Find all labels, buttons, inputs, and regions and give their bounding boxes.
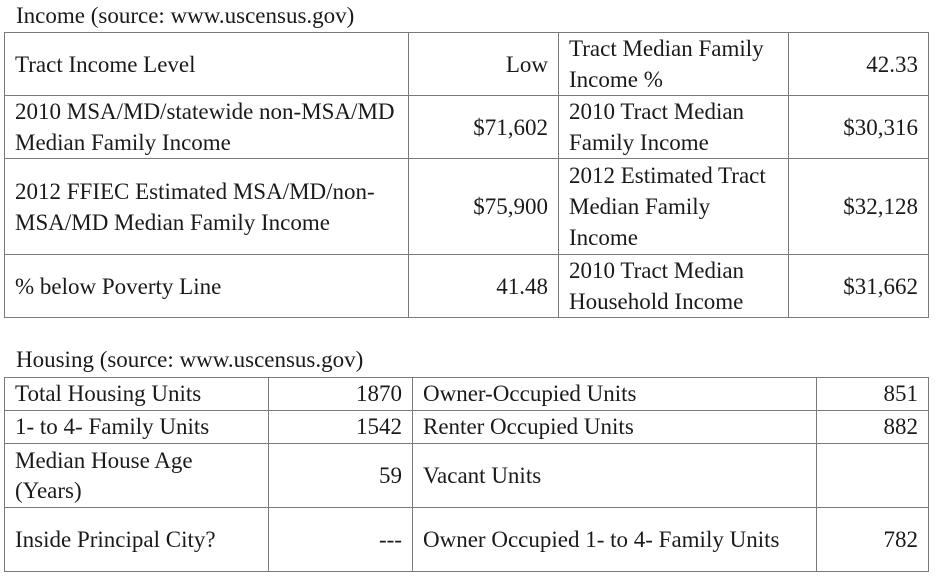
income-label-cell: 2010 Tract Median Household Income [559,255,789,318]
income-value-cell: $30,316 [789,96,929,159]
housing-label-cell: 1- to 4- Family Units [5,411,269,444]
income-value-cell: $31,662 [789,255,929,318]
income-table-caption: Income (source: www.uscensus.gov) [16,3,355,28]
income-value-cell: 41.48 [409,255,559,318]
housing-label-cell: Vacant Units [413,444,817,508]
housing-label-cell: Owner Occupied 1- to 4- Family Units [413,508,817,572]
housing-value-cell: 882 [817,411,929,444]
housing-label-cell: Inside Principal City? [5,508,269,572]
housing-row-principal-city [5,508,929,572]
income-value-cell: 42.33 [789,33,929,96]
housing-label-cell: Total Housing Units [5,378,269,411]
housing-label-cell: Owner-Occupied Units [413,378,817,411]
income-label-cell: Tract Median Family Income % [559,33,789,96]
housing-table [4,377,929,572]
housing-label-cell: Renter Occupied Units [413,411,817,444]
income-value-cell: $75,900 [409,159,559,255]
income-table [4,32,929,318]
housing-value-cell: --- [269,508,413,572]
income-label-cell: 2012 FFIEC Estimated MSA/MD/non-MSA/MD Median Family Income [5,159,409,255]
housing-value-cell: 782 [817,508,929,572]
income-row-tract-income-level [5,33,929,96]
income-label-cell: 2010 Tract Median Family Income [559,96,789,159]
housing-table-caption: Housing (source: www.uscensus.gov) [16,347,364,372]
income-label-cell: 2012 Estimated Tract Median Family Income [559,159,789,255]
income-value-cell: Low [409,33,559,96]
housing-label-cell: Median House Age (Years) [5,444,269,508]
income-label-cell: 2010 MSA/MD/statewide non-MSA/MD Median Family Income [5,96,409,159]
income-row-ffiec-estimated-income [5,159,929,255]
income-row-msa-median-family-income [5,96,929,159]
housing-row-total-units [5,378,929,411]
housing-value-cell: 59 [269,444,413,508]
housing-value-cell [817,444,929,508]
income-value-cell: $71,602 [409,96,559,159]
housing-value-cell: 1870 [269,378,413,411]
income-row-poverty-line [5,255,929,318]
income-label-cell: Tract Income Level [5,33,409,96]
housing-row-median-house-age [5,444,929,508]
income-value-cell: $32,128 [789,159,929,255]
housing-row-family-units [5,411,929,444]
housing-value-cell: 1542 [269,411,413,444]
income-label-cell: % below Poverty Line [5,255,409,318]
housing-value-cell: 851 [817,378,929,411]
